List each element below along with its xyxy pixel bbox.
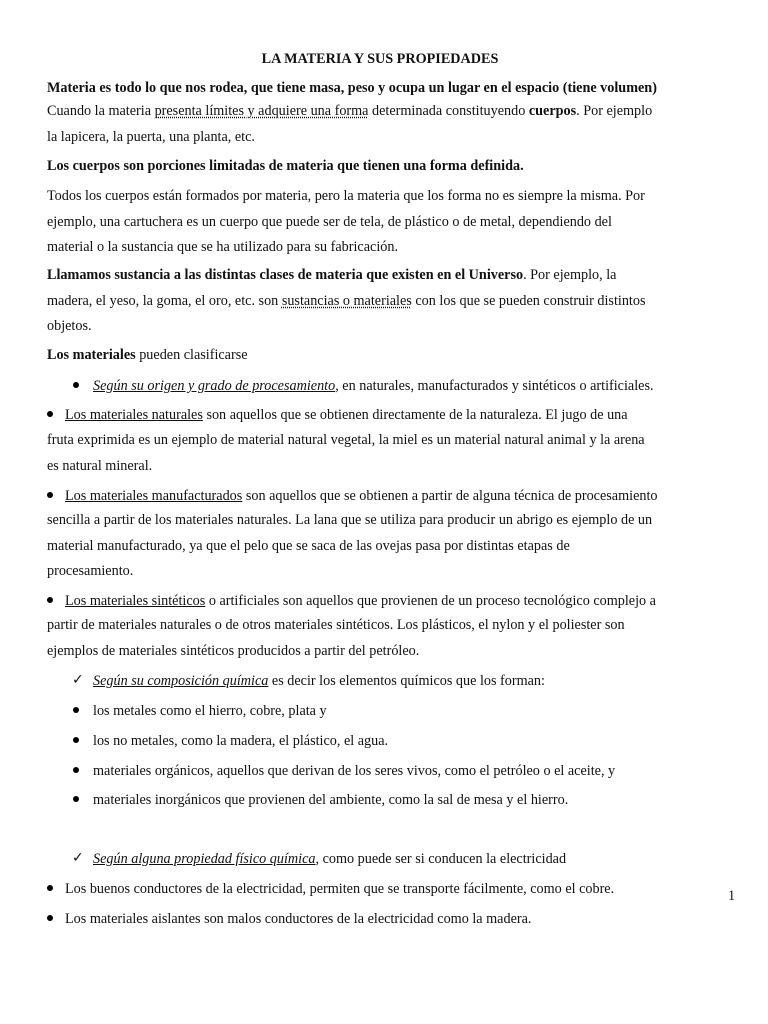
paragraph-sustancia [47, 263, 727, 340]
paragraph-definicion-cuerpos [47, 154, 727, 180]
composicion-item: materiales orgánicos, aquellos que derivan de los seres vivos, como el petróleo o el aceite, y [93, 763, 616, 779]
p1-text-a: Cuando la materia [47, 103, 155, 119]
naturales-continuation [47, 428, 727, 479]
p1-text-b: determinada constituyendo [368, 103, 529, 119]
p4-dotted-phrase: sustancias o materiales [281, 292, 412, 309]
check-propiedad [93, 850, 723, 868]
p1-text-c: . Por ejemplo [576, 103, 653, 119]
check-composicion-rest: es decir los elementos químicos que los forman: [268, 673, 545, 689]
p4-line3: objetos. [47, 318, 92, 334]
sinteticos-continuation [47, 613, 727, 664]
paragraph-ejemplo-cartuchera [47, 184, 727, 261]
p4-text-a: . Por ejemplo, la [523, 267, 617, 283]
p2-bold-text: Los cuerpos son porciones limitadas de materia que tienen una forma definida. [47, 158, 524, 174]
bullet-dot-icon [73, 737, 79, 743]
check-composicion [93, 672, 723, 690]
sinteticos-line2: partir de materiales naturales o de otros materiales sintéticos. Los plásticos, el nylon y el poliester son [47, 617, 625, 633]
naturales-text-a: son aquellos que se obtienen directamente de la naturaleza. El jugo de una [202, 407, 628, 423]
manufacturados-continuation [47, 508, 727, 585]
p5-bold-text: Los materiales [47, 347, 136, 363]
p4-line2a: madera, el yeso, la goma, el oro, etc. son [47, 292, 282, 309]
paragraph-cuerpos [47, 99, 727, 150]
checkmark-icon: ✓ [72, 850, 84, 866]
manufacturados-underlined: Los materiales manufacturados [65, 488, 243, 504]
manufacturados-line1 [65, 487, 725, 505]
manufacturados-text-a: son aquellos que se obtienen a partir de alguna técnica de procesamiento [242, 488, 658, 504]
sinteticos-text-a: o artificiales son aquellos que provienen de un proceso tecnológico complejo a [205, 593, 656, 609]
bullet-origen-rest: , en naturales, manufacturados y sintéticos o artificiales. [335, 378, 654, 394]
naturales-line3: es natural mineral. [47, 457, 153, 474]
p3-line1: Todos los cuerpos están formados por materia, pero la materia que los forma no es siempre la misma. Por [47, 188, 645, 204]
naturales-line2: fruta exprimida es un ejemplo de material natural vegetal, la miel es un material natural animal y la arena [47, 432, 645, 448]
p1-bold-word: cuerpos [528, 103, 577, 119]
naturales-underlined: Los materiales naturales [65, 407, 203, 423]
sinteticos-line1 [65, 592, 725, 610]
p3-line2: ejemplo, una cartuchera es un cuerpo que puede ser de tela, de plástico o de metal, dependiendo del [47, 213, 612, 230]
checkmark-icon: ✓ [72, 672, 84, 688]
bullet-dot-icon [47, 885, 53, 891]
bullet-origen [93, 377, 723, 395]
intro-bold-text: Materia es todo lo que nos rodea, que tiene masa, peso y ocupa un lugar en el espacio (tiene volumen) [47, 80, 657, 96]
p1-line2: la lapicera, la puerta, una planta, etc. [47, 128, 255, 145]
bullet-dot-icon [73, 707, 79, 713]
bullet-origen-italic: Según su origen y grado de procesamiento [93, 378, 336, 394]
aislantes-line: Los materiales aislantes son malos conductores de la electricidad como la madera. [65, 911, 532, 927]
composicion-item: los metales como el hierro, cobre, plata y [93, 703, 327, 719]
p5-rest-text: pueden clasificarse [135, 347, 248, 363]
naturales-line1 [65, 406, 725, 424]
bullet-dot-icon [73, 382, 79, 388]
composicion-item: materiales inorgánicos que provienen del ambiente, como la sal de mesa y el hierro. [93, 792, 569, 808]
manufacturados-line4: procesamiento. [47, 563, 134, 579]
sinteticos-line3: ejemplos de materiales sintéticos producidos a partir del petróleo. [47, 642, 420, 659]
bullet-dot-icon [47, 411, 53, 417]
page-number: 1 [728, 888, 736, 904]
composicion-item: los no metales, como la madera, el plástico, el agua. [93, 733, 389, 749]
manufacturados-line3: material manufacturado, ya que el pelo que se saca de las ovejas pasa por distintas etapas de [47, 537, 570, 554]
bullet-dot-icon [47, 492, 53, 498]
bullet-dot-icon [47, 597, 53, 603]
p3-line3: material o la sustancia que se ha utilizado para su fabricación. [47, 239, 398, 255]
sinteticos-underlined: Los materiales sintéticos [65, 593, 206, 609]
paragraph-clasificacion [47, 343, 727, 369]
bullet-dot-icon [47, 915, 53, 921]
check-propiedad-rest: , como puede ser si conducen la electricidad [315, 851, 567, 867]
bullet-dot-icon [73, 767, 79, 773]
conductores-line: Los buenos conductores de la electricidad, permiten que se transporte fácilmente, como el cobre. [65, 881, 615, 897]
intro-paragraph [47, 76, 727, 102]
manufacturados-line2: sencilla a partir de los materiales naturales. La lana que se utiliza para producir un abrigo es ejemplo de un [47, 512, 653, 528]
page-title: LA MATERIA Y SUS PROPIEDADES [261, 51, 499, 67]
p4-bold-text: Llamamos sustancia a las distintas clases de materia que existen en el Universo [47, 267, 524, 283]
check-propiedad-italic: Según alguna propiedad físico química [93, 851, 316, 867]
check-composicion-italic: Según su composición química [93, 673, 269, 689]
p1-dotted-phrase: presenta límites y adquiere una forma [154, 103, 369, 119]
bullet-dot-icon [73, 796, 79, 802]
p4-line2b: con los que se pueden construir distintos [411, 292, 646, 309]
